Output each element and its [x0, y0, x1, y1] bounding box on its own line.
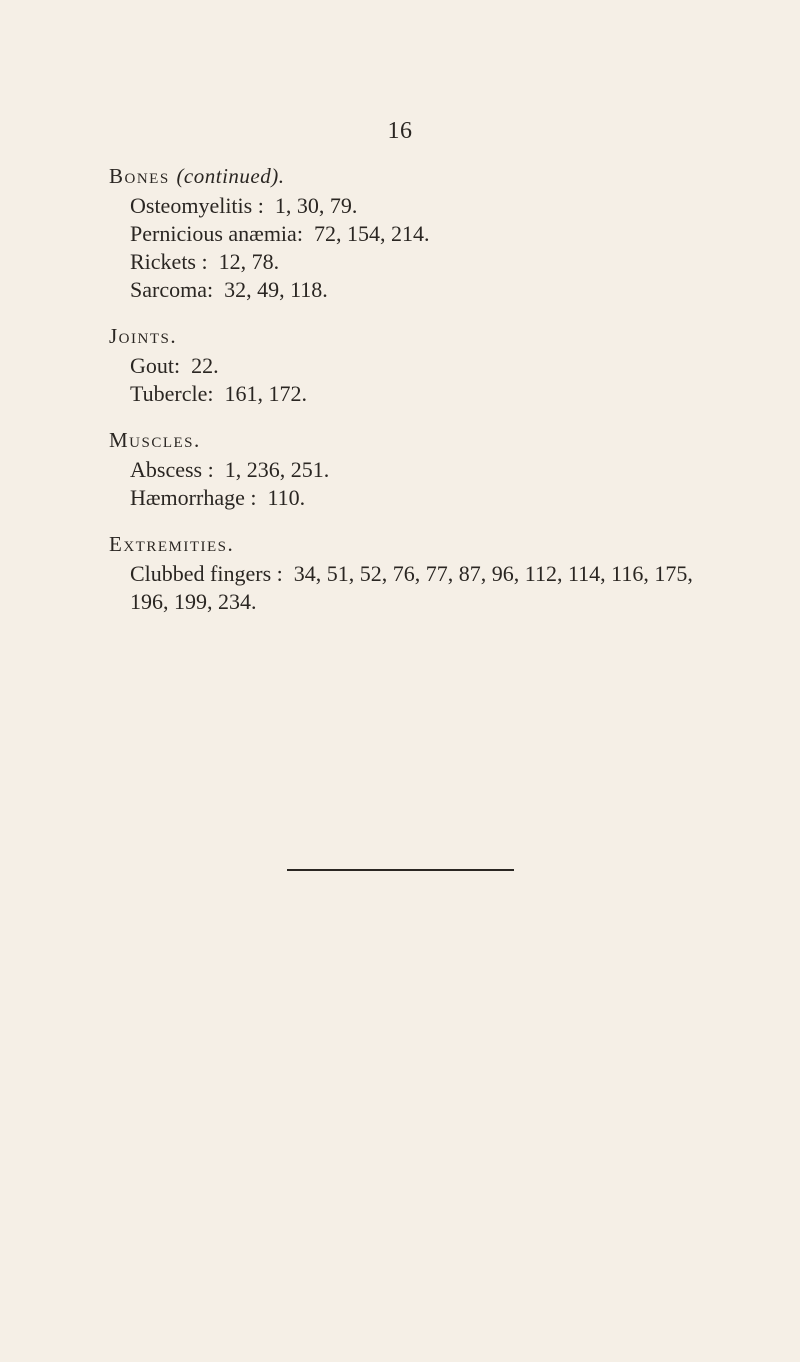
entry-refs: 12, 78. — [218, 249, 280, 274]
continued-label: (continued). — [176, 164, 285, 188]
index-entry: Gout: 22. — [130, 353, 219, 378]
index-entry — [109, 560, 789, 616]
index-content — [109, 160, 789, 632]
entry-refs: 22. — [191, 353, 219, 378]
section-heading: Joints. — [109, 324, 178, 348]
entry-name: Pernicious anæmia — [130, 221, 297, 246]
section-muscles — [109, 424, 789, 512]
index-entry: Sarcoma: 32, 49, 118. — [130, 277, 328, 302]
section-heading — [109, 160, 789, 192]
index-entry: Tubercle: 161, 172. — [130, 381, 308, 406]
entry-refs: 161, 172. — [224, 381, 308, 406]
entry-refs: 110. — [267, 485, 306, 510]
entry-name: Rickets — [130, 249, 196, 274]
entry-refs: 34, 51, 52, 76, 77, 87, 96, 112, 114, 116, 175, — [293, 561, 693, 586]
entry-line-continued — [130, 588, 789, 616]
entry-refs: 1, 236, 251. — [224, 457, 330, 482]
section-heading: Muscles. — [109, 428, 201, 452]
entry-name: Sarcoma — [130, 277, 207, 302]
index-entry: Osteomyelitis : 1, 30, 79. — [130, 193, 358, 218]
entry-name: Tubercle — [130, 381, 208, 406]
page-number: 16 — [387, 118, 413, 144]
section-bones — [109, 160, 789, 304]
horizontal-rule — [287, 869, 514, 871]
index-entry: Rickets : 12, 78. — [130, 249, 280, 274]
index-entry: Hæmorrhage : 110. — [130, 485, 306, 510]
entry-name: Clubbed fingers — [130, 561, 272, 586]
entry-refs: 72, 154, 214. — [313, 221, 430, 246]
entry-name: Abscess — [130, 457, 203, 482]
index-entry: Abscess : 1, 236, 251. — [130, 457, 330, 482]
section-joints — [109, 320, 789, 408]
entry-name: Osteomyelitis — [130, 193, 253, 218]
section-heading: Extremities. — [109, 532, 235, 556]
entry-refs-continued: 196, 199, 234. — [130, 589, 257, 614]
entry-refs: 1, 30, 79. — [274, 193, 358, 218]
section-extremities — [109, 528, 789, 616]
entry-name: Gout — [130, 353, 174, 378]
entry-line: Clubbed fingers : 34, 51, 52, 76, 77, 87, 96, 112, 114, 116, 175, — [130, 561, 693, 586]
entry-name: Hæmorrhage — [130, 485, 245, 510]
entry-refs: 32, 49, 118. — [224, 277, 328, 302]
heading-text: Bones — [109, 164, 170, 188]
index-entry: Pernicious anæmia: 72, 154, 214. — [130, 221, 430, 246]
